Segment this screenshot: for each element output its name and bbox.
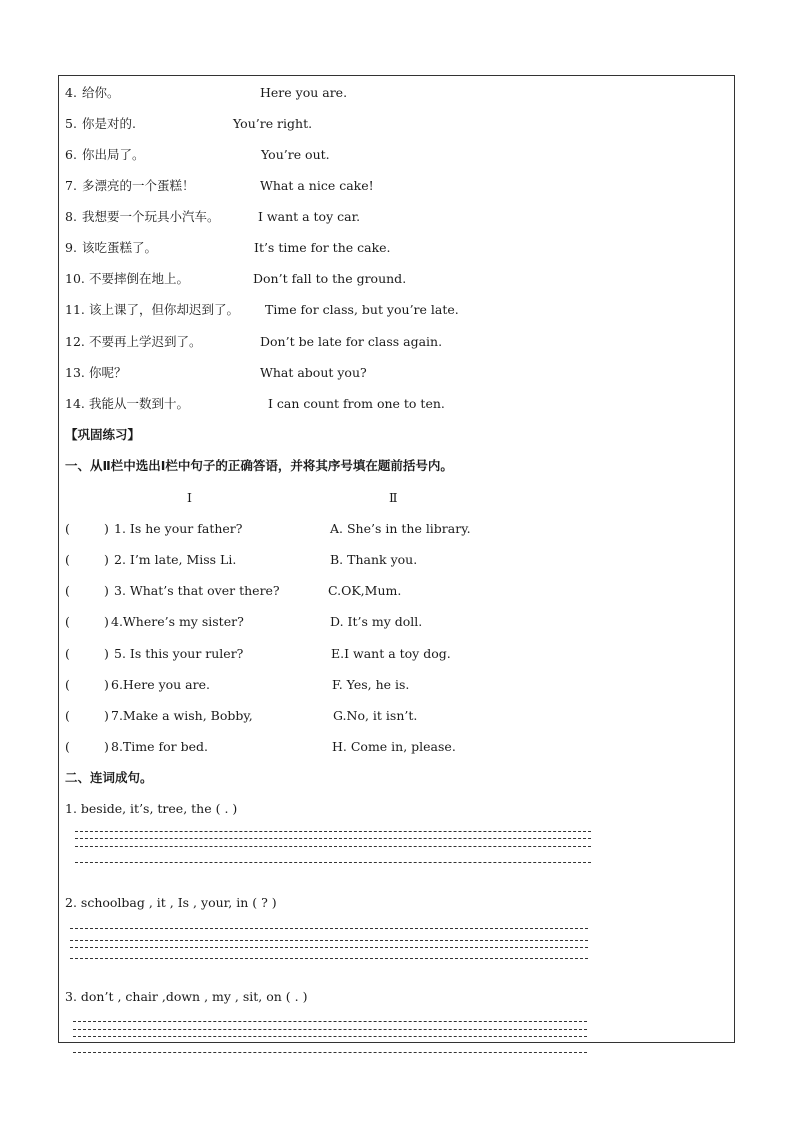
phrase-english: What a nice cake! <box>260 178 374 193</box>
answer-bracket-close: ) <box>104 521 109 536</box>
column-1-header: Ⅰ <box>187 490 192 505</box>
answer-bracket-open[interactable]: ( <box>65 552 70 567</box>
section2-title: 二、连词成句。 <box>65 770 153 785</box>
phrase-number: 12. <box>65 334 85 349</box>
answer-bracket-open[interactable]: ( <box>65 583 70 598</box>
phrase-number: 11. <box>65 302 85 317</box>
question-text: 5. Is this your ruler? <box>114 646 244 661</box>
phrase-number: 6. <box>65 147 77 162</box>
answer-bracket-close: ) <box>104 552 109 567</box>
answer-bracket-close: ) <box>104 614 109 629</box>
phrase-english: What about you? <box>260 365 367 380</box>
phrase-chinese: 你是对的. <box>82 116 136 131</box>
answer-option: H. Come in, please. <box>332 739 456 754</box>
phrase-chinese: 给你。 <box>82 85 120 100</box>
phrase-english: I can count from one to ten. <box>268 396 445 411</box>
practice-heading: 【巩固练习】 <box>65 427 141 442</box>
sentence-prompt: 3. don’t , chair ,down , my , sit, on ( . ) <box>65 989 308 1004</box>
phrase-number: 13. <box>65 365 85 380</box>
writing-line[interactable] <box>73 1029 587 1030</box>
phrase-chinese: 你呢？ <box>89 365 127 380</box>
phrase-number: 9. <box>65 240 77 255</box>
phrase-chinese: 我想要一个玩具小汽车。 <box>82 209 220 224</box>
answer-option: C.OK,Mum. <box>328 583 402 598</box>
writing-line[interactable] <box>70 940 588 941</box>
answer-bracket-open[interactable]: ( <box>65 521 70 536</box>
writing-line[interactable] <box>75 862 591 863</box>
answer-option: F. Yes, he is. <box>332 677 410 692</box>
answer-option: B. Thank you. <box>330 552 418 567</box>
writing-line[interactable] <box>73 1021 587 1022</box>
writing-line[interactable] <box>75 831 591 832</box>
answer-bracket-close: ) <box>104 708 109 723</box>
answer-bracket-open[interactable]: ( <box>65 708 70 723</box>
phrase-number: 4. <box>65 85 77 100</box>
phrase-chinese: 不要再上学迟到了。 <box>89 334 202 349</box>
question-text: 7.Make a wish, Bobby, <box>111 708 253 723</box>
phrase-english: It’s time for the cake. <box>254 240 391 255</box>
phrase-number: 5. <box>65 116 77 131</box>
phrase-english: I want a toy car. <box>258 209 361 224</box>
answer-bracket-close: ) <box>104 583 109 598</box>
sentence-prompt: 1. beside, it’s, tree, the ( . ) <box>65 801 238 816</box>
phrase-english: You’re out. <box>261 147 330 162</box>
column-2-header: Ⅱ <box>389 490 398 505</box>
phrase-chinese: 该吃蛋糕了。 <box>82 240 158 255</box>
answer-bracket-open[interactable]: ( <box>65 646 70 661</box>
phrase-chinese: 该上课了，但你却迟到了。 <box>89 302 240 317</box>
writing-line[interactable] <box>75 846 591 847</box>
question-text: 4.Where’s my sister? <box>111 614 244 629</box>
question-text: 3. What’s that over there? <box>114 583 280 598</box>
writing-line[interactable] <box>73 1052 587 1053</box>
phrase-number: 7. <box>65 178 77 193</box>
answer-bracket-close: ) <box>104 646 109 661</box>
answer-bracket-open[interactable]: ( <box>65 739 70 754</box>
question-text: 6.Here you are. <box>111 677 210 692</box>
writing-line[interactable] <box>75 838 591 839</box>
answer-bracket-open[interactable]: ( <box>65 614 70 629</box>
answer-bracket-close: ) <box>104 739 109 754</box>
question-text: 1. Is he your father? <box>114 521 243 536</box>
sentence-prompt: 2. schoolbag , it , Is , your, in ( ? ) <box>65 895 277 910</box>
phrase-chinese: 你出局了。 <box>82 147 145 162</box>
phrase-chinese: 我能从一数到十。 <box>89 396 190 411</box>
phrase-english: You’re right. <box>233 116 313 131</box>
phrase-english: Here you are. <box>260 85 348 100</box>
answer-option: A. She’s in the library. <box>330 521 471 536</box>
writing-line[interactable] <box>73 1036 587 1037</box>
phrase-number: 10. <box>65 271 85 286</box>
answer-option: G.No, it isn’t. <box>333 708 418 723</box>
answer-option: E.I want a toy dog. <box>331 646 451 661</box>
phrase-english: Don’t fall to the ground. <box>253 271 407 286</box>
writing-line[interactable] <box>70 947 588 948</box>
phrase-chinese: 多漂亮的一个蛋糕！ <box>82 178 195 193</box>
section1-title: 一、从Ⅱ栏中选出Ⅰ栏中句子的正确答语，并将其序号填在题前括号内。 <box>65 458 453 473</box>
writing-line[interactable] <box>70 958 588 959</box>
answer-bracket-close: ) <box>104 677 109 692</box>
phrase-english: Don’t be late for class again. <box>260 334 443 349</box>
writing-line[interactable] <box>70 928 588 929</box>
question-text: 8.Time for bed. <box>111 739 208 754</box>
answer-bracket-open[interactable]: ( <box>65 677 70 692</box>
phrase-number: 14. <box>65 396 85 411</box>
phrase-chinese: 不要摔倒在地上。 <box>89 271 190 286</box>
question-text: 2. I’m late, Miss Li. <box>114 552 237 567</box>
phrase-number: 8. <box>65 209 77 224</box>
phrase-english: Time for class, but you’re late. <box>265 302 459 317</box>
answer-option: D. It’s my doll. <box>330 614 423 629</box>
